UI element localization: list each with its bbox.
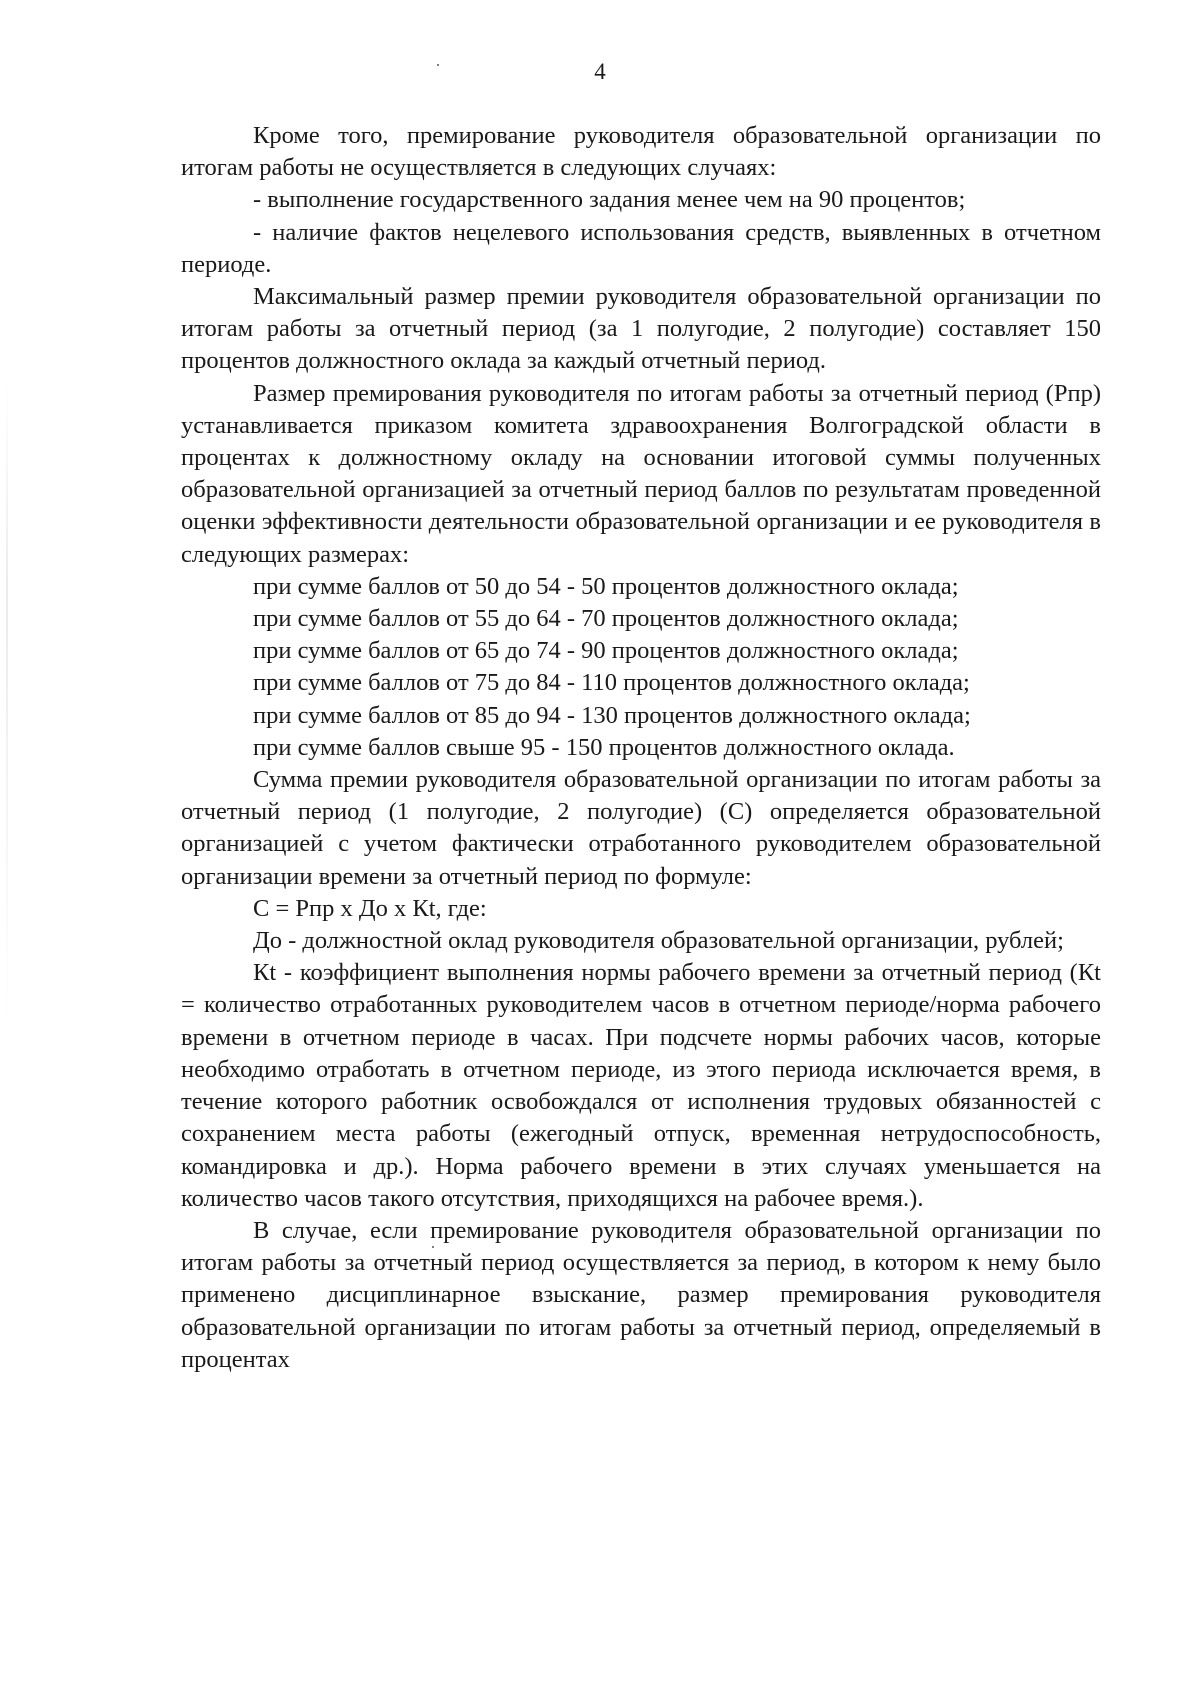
formula: С = Рпр х До х Кt, где: <box>253 894 487 922</box>
list-item: при сумме баллов от 50 до 54 - 50 процентов должностного оклада; <box>253 572 959 600</box>
list-item: при сумме баллов от 65 до 74 - 90 процентов должностного оклада; <box>253 637 959 665</box>
paragraph: - выполнение государственного задания менее чем на 90 процентов; <box>253 186 966 214</box>
paragraph: До - должностной оклад руководителя образовательной организации, рублей; <box>253 927 1064 955</box>
page-number: 4 <box>594 59 606 84</box>
list-item: при сумме баллов от 55 до 64 - 70 процентов должностного оклада; <box>253 605 959 633</box>
paragraph: - наличие фактов нецелевого использования средств, выявленных в отчетном периоде. <box>181 218 1101 278</box>
paragraph-continued: В случае, если премирование руководителя образовательной организации по итогам работы за отчетный период осуществляется за период, в котором к нему было применено дисциплинарное взыскание, размер премирования руководителя образовательной организации по итогам работы за отчетный период, определяемый в процентах <box>181 1216 1101 1373</box>
scan-edge-artifact <box>6 380 8 1030</box>
list-item: при сумме баллов свыше 95 - 150 процентов должностного оклада. <box>253 733 955 761</box>
document-body <box>181 120 1101 1376</box>
paragraph: Кроме того, премирование руководителя образовательной организации по итогам работы не осуществляется в следующих случаях: <box>181 122 1101 182</box>
paragraph: Максимальный размер премии руководителя образовательной организации по итогам работы за отчетный период (за 1 полугодие, 2 полугодие) составляет 150 процентов должностного оклада за каждый отчетный период. <box>181 283 1101 375</box>
list-item: при сумме баллов от 85 до 94 - 130 процентов должностного оклада; <box>253 701 971 729</box>
paragraph: Размер премирования руководителя по итогам работы за отчетный период (Рпр) устанавливается приказом комитета здравоохранения Волгоградской области в процентах к должностному окладу на основании итоговой суммы полученных образовательной организацией за отчетный период баллов по результатам проведенной оценки эффективности деятельности образовательной организации и ее руководителя в следующих размерах: <box>181 379 1101 568</box>
list-item: при сумме баллов от 75 до 84 - 110 процентов должностного оклада; <box>253 669 970 697</box>
paragraph: Сумма премии руководителя образовательной организации по итогам работы за отчетный период (1 полугодие, 2 полугодие) (С) определяется образовательной организацией с учетом фактически отработанного руководителем образовательной организации времени за отчетный период по формуле: <box>181 766 1101 890</box>
paragraph: Кt - коэффициент выполнения нормы рабочего времени за отчетный период (Кt = количество отработанных руководителем часов в отчетном периоде/норма рабочего времени в отчетном периоде в часах. При подсчете нормы рабочих часов, которые необходимо отработать в отчетном периоде, из этого периода исключается время, в течение которого работник освобождался от исполнения трудовых обязанностей с сохранением места работы (ежегодный отпуск, временная нетрудоспособность, командировка и др.). Норма рабочего времени в этих случаях уменьшается на количество часов такого отсутствия, приходящихся на рабочее время.). <box>181 959 1101 1212</box>
